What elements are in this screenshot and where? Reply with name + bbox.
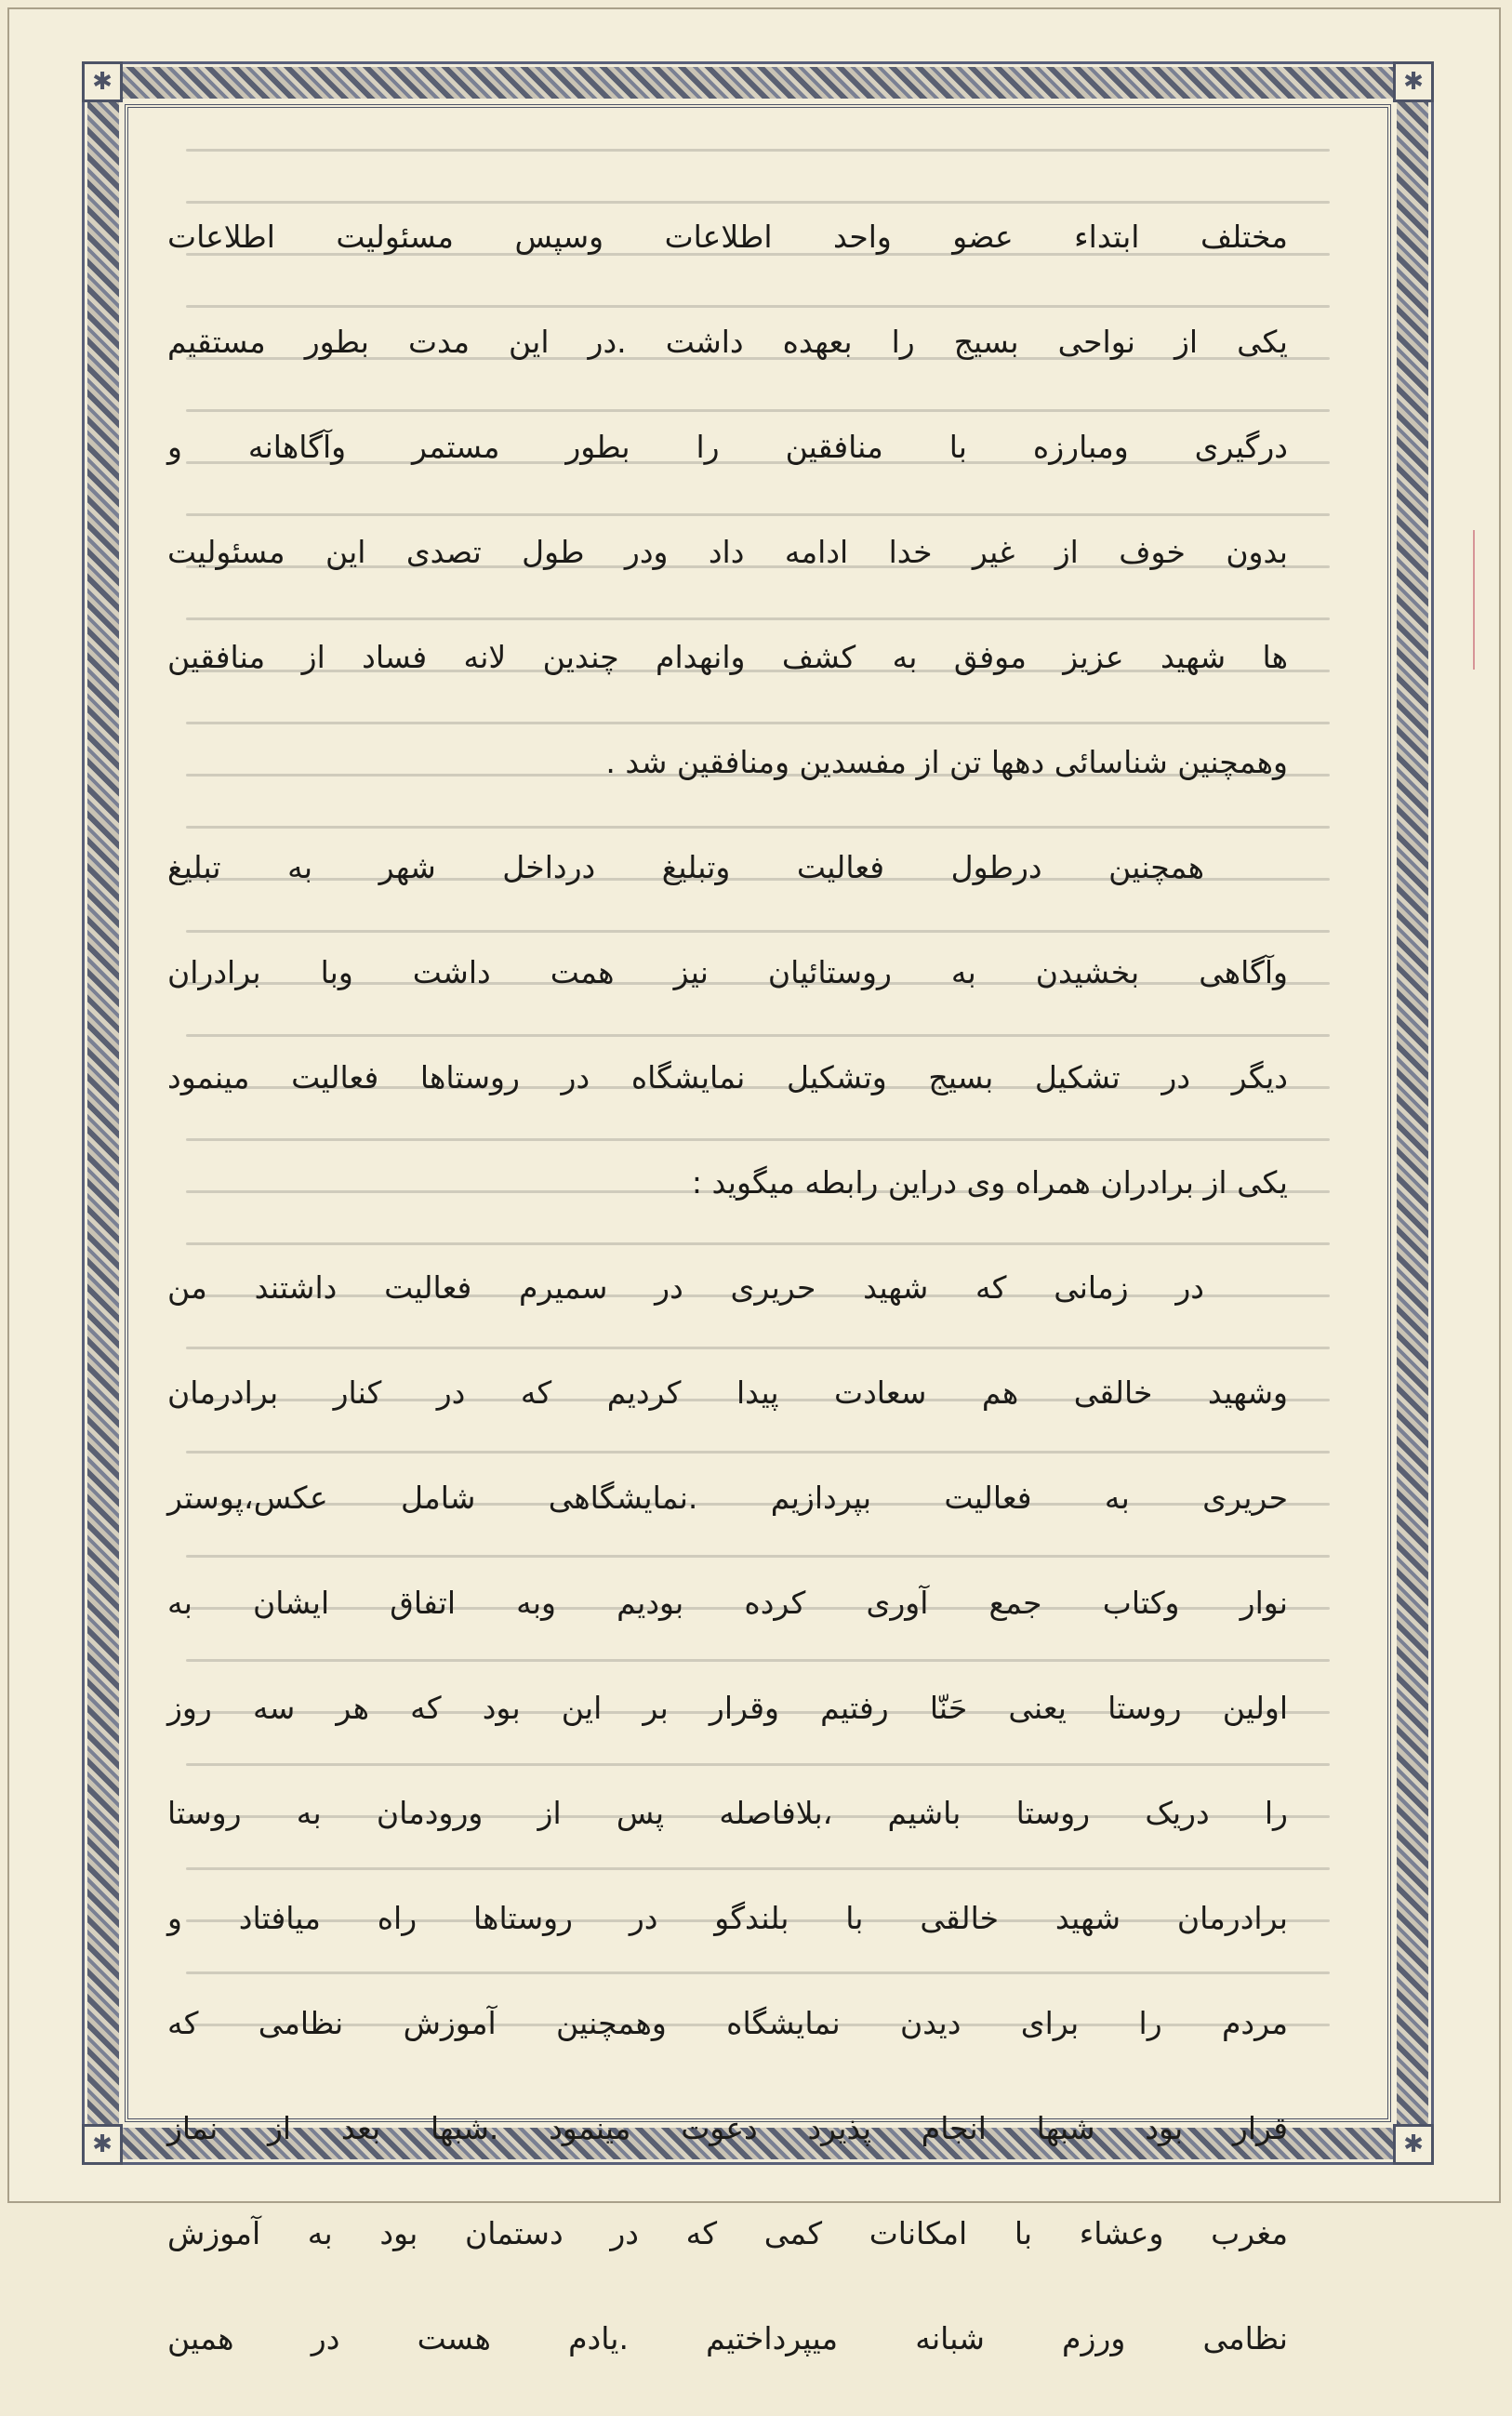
body-text [167, 209, 1288, 2416]
text-line: همچنین درطول فعالیت وتبلیغ درداخل شهر به تبلیغ [167, 849, 1204, 885]
corner-ornament-icon: ✱ [82, 61, 123, 102]
text-line: وآگاهی بخشیدن به روستائیان نیز همت داشت وبا برادران [167, 954, 1288, 990]
scanned-page [7, 7, 1501, 2356]
corner-ornament-icon: ✱ [1393, 61, 1434, 102]
corner-ornament-icon: ✱ [82, 2124, 123, 2165]
text-line: وشهید خالقی هم سعادت پیدا کردیم که در کنار برادرمان [167, 1374, 1288, 1411]
text-line: در زمانی که شهید حریری در سمیرم فعالیت داشتند من [167, 1269, 1204, 1306]
text-line: نوار وکتاب جمع آوری کرده بودیم وبه اتفاق ایشان به [167, 1585, 1288, 1621]
text-line: مغرب وعشاء با امکانات کمی که در دستمان بود به آموزش [167, 2215, 1288, 2251]
corner-ornament-icon: ✱ [1393, 2124, 1434, 2165]
text-line: برادرمان شهید خالقی با بلندگو در روستاها راه میافتاد و [167, 1900, 1288, 1936]
text-line: مردم را برای دیدن نمایشگاه وهمچنین آموزش نظامی که [167, 2005, 1288, 2041]
text-line: یکی از نواحی بسیج را بعهده داشت .در این مدت بطور مستقیم [167, 324, 1288, 360]
text-line: بدون خوف از غیر خدا ادامه داد ودر طول تصدی این مسئولیت [167, 534, 1288, 570]
text-line: حریری به فعالیت بپردازیم .نمایشگاهی شامل عکس،پوستر [167, 1480, 1288, 1516]
text-line: را دریک روستا باشیم ،بلافاصله پس از ورودمان به روستا [167, 1795, 1288, 1831]
text-line: درگیری ومبارزه با منافقین را بطور مستمر وآگاهانه و [167, 429, 1288, 465]
text-line: اولین روستا یعنی حَنّا رفتیم وقرار بر این بود که هر سه روز [167, 1690, 1288, 1726]
text-line: یکی از برادران همراه وی دراین رابطه میگوید : [691, 1164, 1288, 1201]
stamp-mark [1473, 530, 1499, 670]
text-line: نظامی ورزم شبانه میپرداختیم .یادم هست در همین [167, 2320, 1288, 2356]
text-line: مختلف ابتداء عضو واحد اطلاعات وسپس مسئولیت اطلاعات [167, 219, 1288, 255]
text-line: ها شهید عزیز موفق به کشف وانهدام چندین لانه فساد از منافقین [167, 639, 1288, 675]
text-line: قرار بود شبها انجام پذیرد دعوت مینمود .شبها بعد از نماز [167, 2110, 1288, 2146]
text-line: وهمچنین شناسائی دهها تن از مفسدین ومنافقین شد . [605, 744, 1288, 780]
text-line: دیگر در تشکیل بسیج وتشکیل نمایشگاه در روستاها فعالیت مینمود [167, 1059, 1288, 1095]
